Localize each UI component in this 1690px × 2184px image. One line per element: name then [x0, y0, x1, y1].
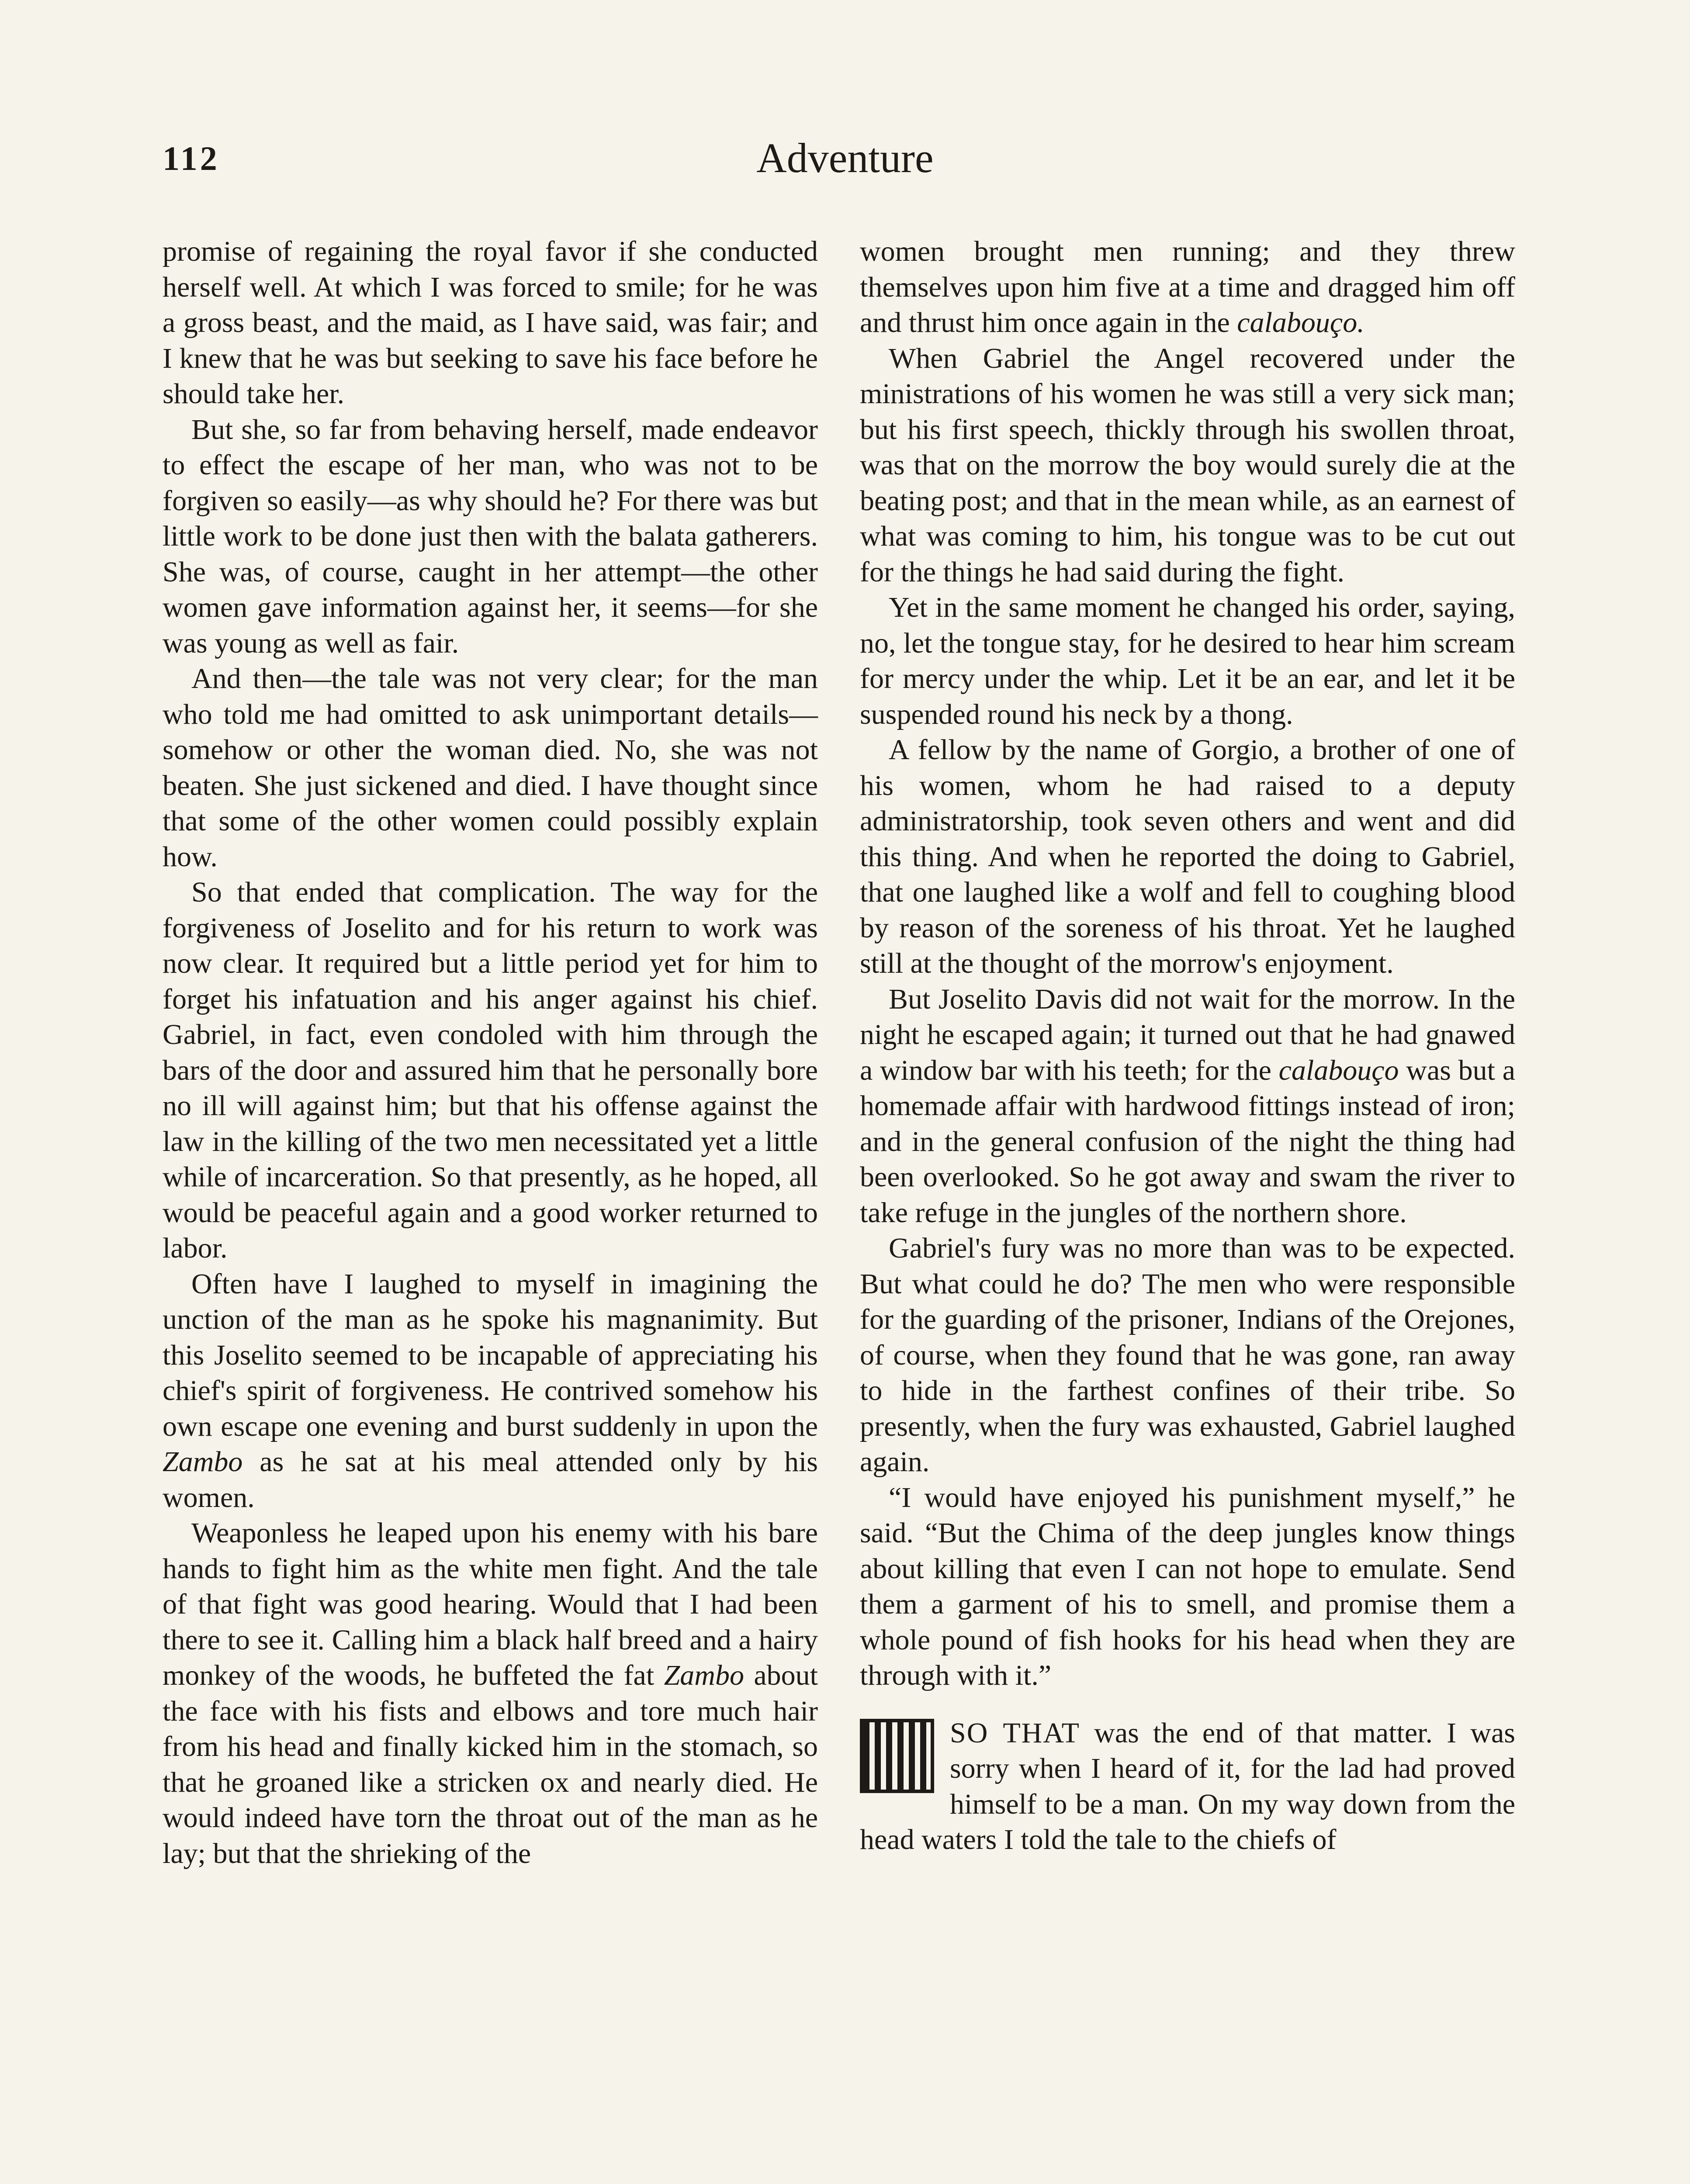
italic-term: calabouço: [1278, 1054, 1399, 1086]
paragraph: [163, 1515, 818, 1871]
lead-caps: SO THAT: [950, 1717, 1080, 1749]
text-run: was but a homemade affair with hardwood fittings instead of iron; and in the general confusion of the night the thing had been overlooked. So he got away and swam the river to take refuge in the jungles of the northern shore.: [860, 1054, 1516, 1229]
left-column: [163, 234, 818, 1871]
paragraph: A fellow by the name of Gorgio, a brother of one of his women, whom he had raised to a deputy administratorship, took seven others and went and did this thing. And when he reported the doing to Gabriel, that one laughed like a wolf and fell to coughing blood by reason of the soreness of his throat. Yet he laughed still at the thought of the morrow's enjoyment.: [860, 734, 1515, 979]
text-run: was the end of that matter. I was sorry when I heard of it, for the lad had proved himself to be a man. On my way down from the head waters I told the tale to the chiefs of: [860, 1717, 1515, 1856]
right-column: [860, 234, 1515, 1858]
text-run: Often have I laughed to myself in imagining the unction of the man as he spoke his magnanimity. But this Joselito seemed to be incapable of appreciating his chief's spirit of forgiveness. He contrived somehow his own escape one evening and burst suddenly in upon the: [163, 1268, 818, 1442]
italic-term: Zambo: [664, 1659, 744, 1691]
page-header: [163, 135, 1527, 187]
paragraph: promise of regaining the royal favor if she conducted herself well. At which I was forced to smile; for he was a gross beast, and the maid, as I have said, was fair; and I knew that he was but seeking to save his face before he should take her.: [163, 235, 818, 410]
text-run: But Joselito Davis did not wait for the morrow. In the night he escaped again; it turned out that he had gnawed a window bar with his teeth; for the: [860, 983, 1515, 1086]
paragraph: [860, 234, 1515, 341]
paragraph: [163, 1266, 818, 1516]
text-run: about the face with his fists and elbows and tore much hair from his head and finally kicked him in the stomach, so that he groaned like a stricken ox and nearly died. He would indeed have torn the throat out of the man as he lay; but that the shrieking of the: [163, 1659, 818, 1870]
ornament-icon: [860, 1719, 934, 1793]
text-run: Weaponless he leaped upon his enemy with his bare hands to fight him as the white men fight. And the tale of that fight was good hearing. Would that I had been there to see it. Calling him a black half breed and a hairy monkey of the woods, he buffeted the fat: [163, 1517, 818, 1691]
paragraph: Gabriel's fury was no more than was to be expected. But what could he do? The men who were responsible for the guarding of the prisoner, Indians of the Orejones, of course, when they found that he was gone, ran away to hide in the farthest confines of their tribe. So presently, when the fury was exhausted, Gabriel laughed again.: [860, 1232, 1515, 1478]
paragraph: When Gabriel the Angel recovered under the ministrations of his women he was still a very sick man; but his first speech, thickly through his swollen throat, was that on the morrow the boy would surely die at the beating post; and that in the mean while, as an earnest of what was coming to him, his tongue was to be cut out for the things he had said during the fight.: [860, 342, 1515, 588]
paragraph: [860, 981, 1515, 1231]
italic-term: calabouço.: [1237, 307, 1364, 339]
section-start-paragraph: [860, 1715, 1515, 1858]
paragraph: Yet in the same moment he changed his order, saying, no, let the tongue stay, for he desired to hear him scream for mercy under the whip. Let it be an ear, and let it be suspended round his neck by a thong.: [860, 591, 1515, 730]
page-number: 112: [163, 139, 220, 177]
paragraph: So that ended that complication. The way for the forgiveness of Joselito and for his return to work was now clear. It required but a little period yet for him to forget his infatuation and his anger against his chief. Gabriel, in fact, even condoled with him through the bars of the door and assured him that he personally bore no ill will against him; but that his offense against the law in the killing of the two men necessitated yet a little while of incarceration. So that presently, as he hoped, all would be peaceful again and a good worker returned to labor.: [163, 876, 818, 1264]
paragraph: “I would have enjoyed his punishment myself,” he said. “But the Chima of the deep jungles know things about killing that even I can not hope to emulate. Send them a garment of his to smell, and promise them a whole pound of fish hooks for his head when they are through with it.”: [860, 1481, 1515, 1691]
paragraph: But she, so far from behaving herself, made endeavor to effect the escape of her man, who was not to be forgiven so easily—as why should he? For there was but little work to be done just then with the balata gatherers. She was, of course, caught in her attempt—the other women gave information against her, it seems—for she was young as well as fair.: [163, 413, 818, 659]
magazine-title: Adventure: [756, 135, 934, 181]
text-run: as he sat at his meal attended only by his women.: [163, 1446, 818, 1514]
italic-term: Zambo: [163, 1446, 243, 1478]
text-run: women brought men running; and they threw themselves upon him five at a time and dragged him off and thrust him once again in the: [860, 235, 1515, 339]
paragraph: And then—the tale was not very clear; for the man who told me had omitted to ask unimportant details—somehow or other the woman died. No, she was not beaten. She just sickened and died. I have thought since that some of the other women could possibly explain how.: [163, 663, 818, 873]
